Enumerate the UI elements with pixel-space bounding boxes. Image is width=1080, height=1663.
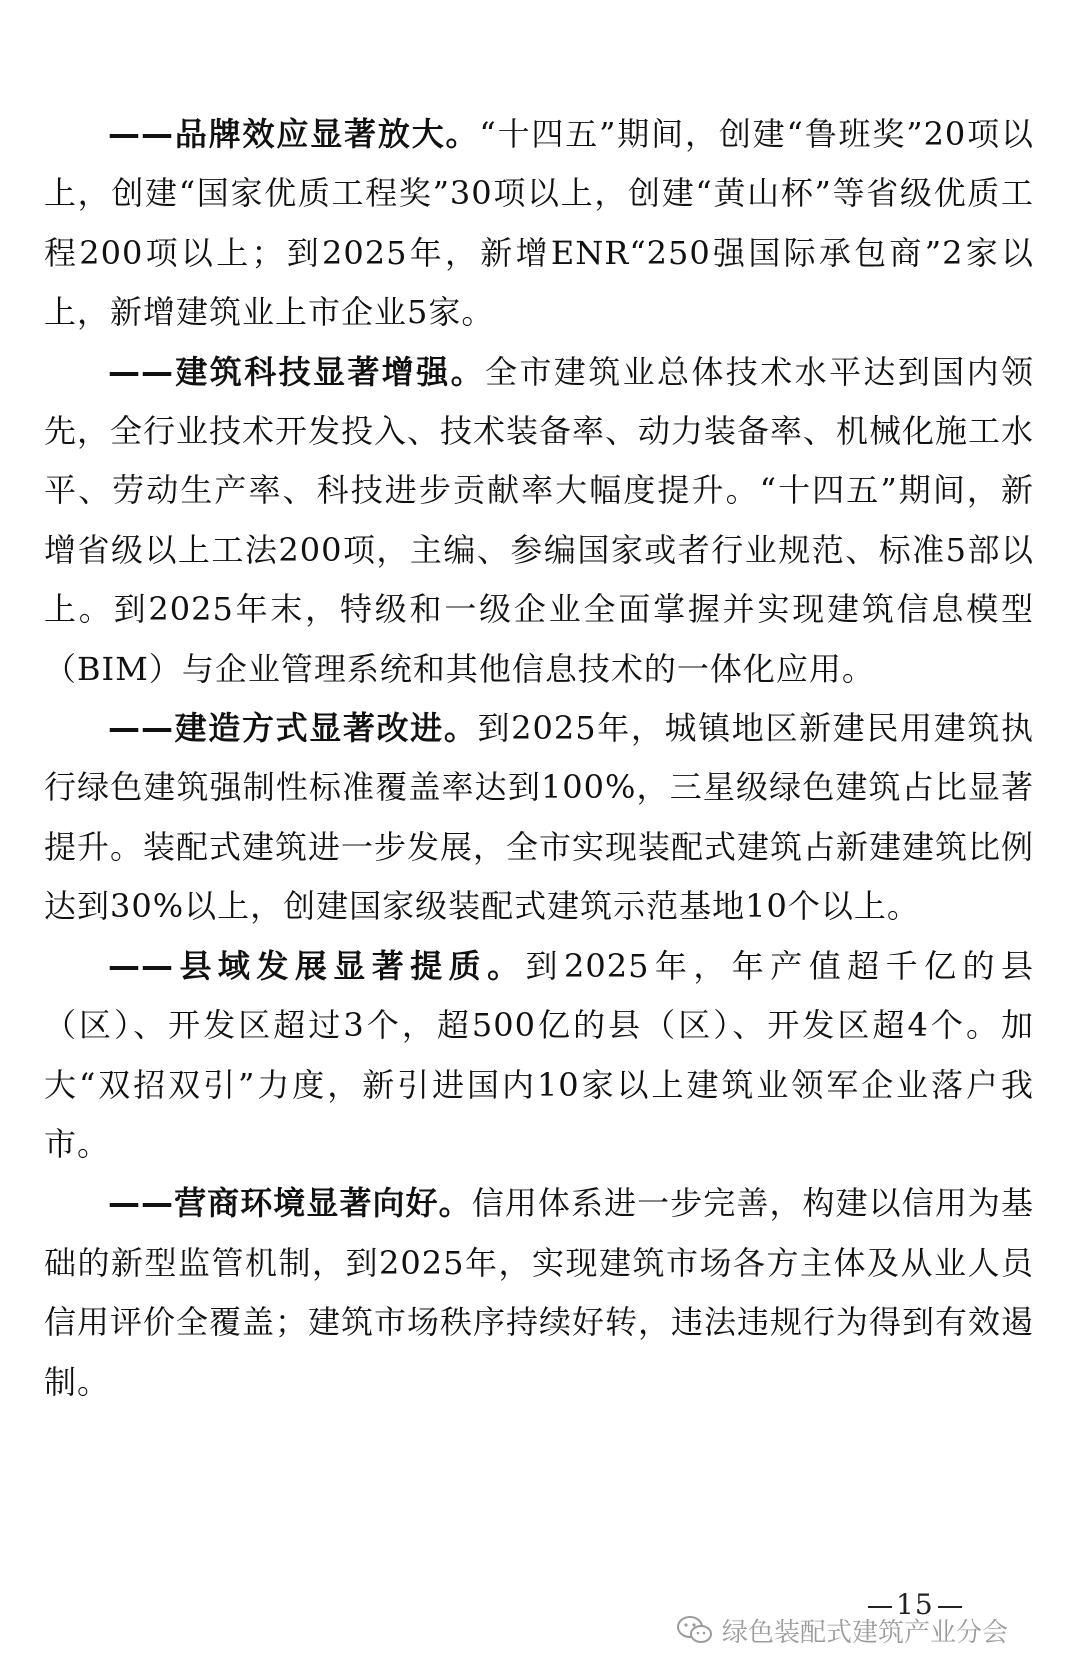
paragraph-text: 到2025年，城镇地区新建民用建筑执行绿色建筑强制性标准覆盖率达到100%，三星级绿色建筑占比显著提升。装配式建筑进一步发展，全市实现装配式建筑占新建建筑比例达到30%以上，创建国家级装配式建筑示范基地10个以上。 — [44, 709, 1035, 926]
paragraph-heading: ——建造方式显著改进。 — [108, 709, 478, 748]
paragraph-tech-strength — [44, 343, 1034, 699]
paragraph-business-environment — [44, 1174, 1034, 1412]
paragraph-heading: ——县域发展显著提质。 — [108, 946, 526, 985]
document-body — [44, 105, 1034, 1412]
paragraph-heading: ——建筑科技显著增强。 — [108, 352, 485, 391]
paragraph-heading: ——营商环境显著向好。 — [108, 1184, 472, 1223]
paragraph-text: 全市建筑业总体技术水平达到国内领先，全行业技术开发投入、技术装备率、动力装备率、机械化施工水平、劳动生产率、科技进步贡献率大幅度提升。“十四五”期间，新增省级以上工法200项，主编、参编国家或者行业规范、标准5部以上。到2025年末，特级和一级企业全面掌握并实现建筑信息模型（BIM）与企业管理系统和其他信息技术的一体化应用。 — [44, 352, 1035, 688]
paragraph-text: 信用体系进一步完善，构建以信用为基础的新型监管机制，到2025年，实现建筑市场各方主体及从业人员信用评价全覆盖；建筑市场秩序持续好转，违法违规行为得到有效遏制。 — [44, 1184, 1035, 1401]
watermark-text: 绿色装配式建筑产业分会 — [722, 1617, 1009, 1648]
paragraph-text: “十四五”期间，创建“鲁班奖”20项以上，创建“国家优质工程奖”30项以上，创建“黄山杯”等省级优质工程200项以上；到2025年，新增ENR“250强国际承包商”2家以上，新增建筑业上市企业5家。 — [44, 115, 1034, 332]
page-number-value: 15 — [896, 1588, 934, 1621]
paragraph-construction-method — [44, 699, 1034, 937]
paragraph-county-development — [44, 937, 1034, 1175]
wechat-icon — [676, 1614, 714, 1646]
paragraph-brand-effect — [44, 105, 1034, 343]
watermark — [676, 1604, 1008, 1656]
paragraph-heading: ——品牌效应显著放大。 — [108, 115, 480, 153]
paragraph-text: 到2025年，年产值超千亿的县（区）、开发区超过3个，超500亿的县（区）、开发区超4个。加大“双招双引”力度，新引进国内10家以上建筑业领军企业落户我市。 — [44, 946, 1034, 1163]
